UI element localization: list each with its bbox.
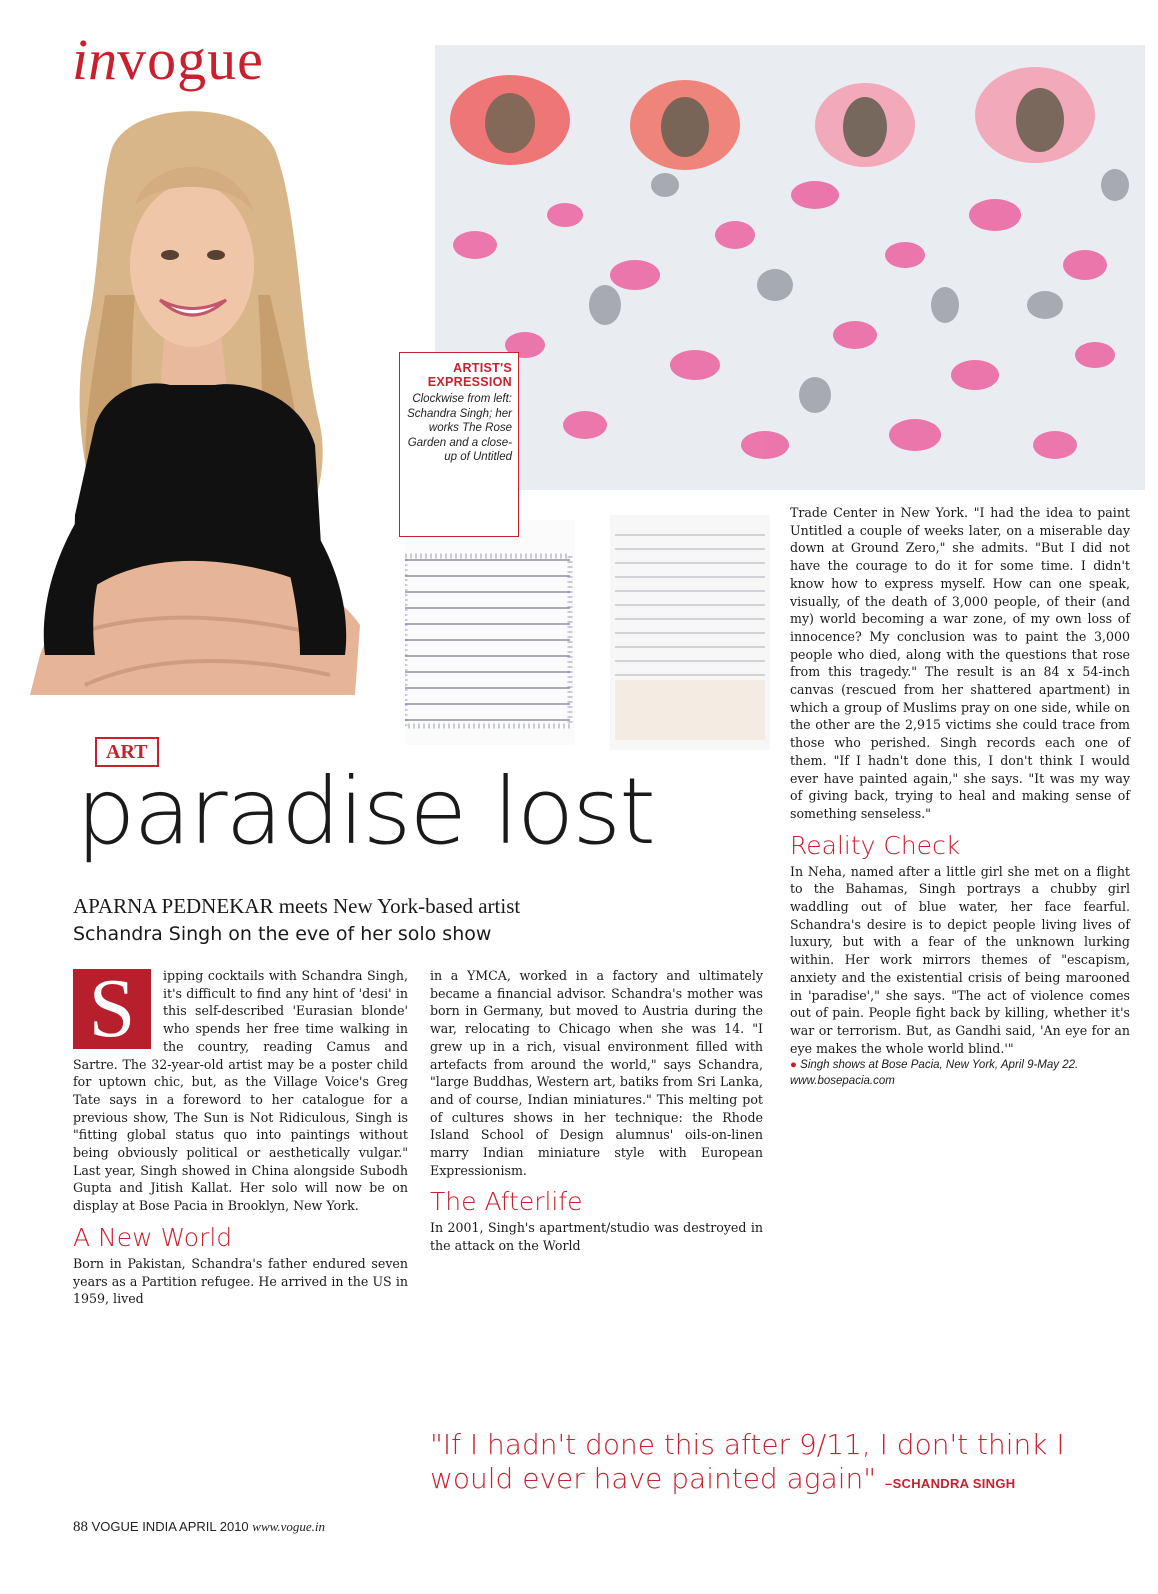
body-column-2 <box>430 967 763 1255</box>
show-credit <box>790 1057 1130 1089</box>
subhead-a-new-world: A New World <box>73 1222 233 1252</box>
section-tag: ART <box>95 737 159 767</box>
artwork-text-painting-left <box>405 520 575 745</box>
body-paragraph: In 2001, Singh's apartment/studio was destroyed in the attack on the World <box>430 1220 763 1254</box>
masthead-in: in <box>72 27 118 92</box>
drop-cap: S <box>73 969 151 1049</box>
article-headline: paradise lost <box>76 758 654 865</box>
pull-quote-attribution: –SCHANDRA SINGH <box>885 1476 1016 1491</box>
magazine-masthead <box>72 28 264 92</box>
body-paragraph: In Neha, named after a little girl she met on a flight to the Bahamas, Singh portrays a chubby girl waddling out of blue water, her face fearful. Schandra's desire is to depict people living lives of luxury, but with a fear of the unknown lurking within. Her work mirrors themes of "escapism, anxiety and the existential crisis of being marooned in 'paradise'," she says. "The act of violence comes out of pain. People fight back by killing, whether it's war or terrorism. But, as Gandhi said, 'An eye for an eye makes the whole world blind.'" <box>790 863 1130 1056</box>
standfirst <box>73 892 763 948</box>
rose-garden-painting <box>435 45 1145 490</box>
body-paragraph: Born in Pakistan, Schandra's father endured seven years as a Partition refugee. He arrived in the US in 1959, lived <box>73 1255 408 1307</box>
artwork-text-painting-right <box>610 515 770 750</box>
masthead-vogue: vogue <box>117 27 264 92</box>
show-credit-text: Singh shows at Bose Pacia, New York, April 9-May 22. www.bosepacia.com <box>790 1059 1079 1088</box>
pull-quote <box>430 1428 1130 1501</box>
issue-label: VOGUE INDIA APRIL 2010 <box>91 1519 249 1534</box>
artist-portrait-photo <box>0 95 390 730</box>
website-url: www.vogue.in <box>252 1519 325 1534</box>
body-paragraph: in a YMCA, worked in a factory and ultimately became a financial advisor. Schandra's mother was born in Germany, but moved to Austria during the war, relocating to Chicago when she was 14. "I grew up in a rich, visual environment filled with artefacts from around the world," says Schandra, "large Buddhas, Western art, batiks from Sri Lanka, and of course, Indian miniatures." This melting pot of cultures shows in her technique: the Rhode Island School of Design alumnus' oils-on-linen marry Indian miniature style with European Expressionism. <box>430 968 763 1178</box>
photo-caption-box <box>399 352 519 537</box>
standfirst-line-2: Schandra Singh on the eve of her solo show <box>73 923 492 945</box>
subhead-reality-check: Reality Check <box>790 830 961 860</box>
body-paragraph: Trade Center in New York. "I had the idea to paint Untitled a couple of weeks later, on a miserable day down at Ground Zero," she admits. "But I did not have the courage to do it for some time. I didn't know how to express myself. How can one speak, visually, of the death of 3,000 people, of their (and my) world becoming a war zone, of my own loss of innocence? My conclusion was to paint the 3,000 people who died, along with the questions that rose from this tragedy." The result is an 84 x 54-inch canvas (rescued from her shattered apartment) in which a group of Muslims pray on one side, while on the other are the 2,915 victims she could trace from those who perished. Singh records each one of them. "If I hadn't done this, I don't think I would ever have painted again," she says. "It was my way of giving back, trying to heal and making sense of something senseless." <box>790 505 1130 821</box>
caption-title: ARTIST'S EXPRESSION <box>427 361 512 389</box>
pull-quote-text: "If I hadn't done this after 9/11, I don't think I would ever have painted again" <box>430 1428 1065 1495</box>
page-folio <box>73 1519 325 1536</box>
page-number: 88 <box>73 1519 88 1535</box>
bullet-icon: ● <box>790 1059 801 1072</box>
standfirst-line-1: APARNA PEDNEKAR meets New York-based artist <box>73 894 521 918</box>
body-column-1 <box>73 962 408 1308</box>
caption-text: Clockwise from left: Schandra Singh; her works The Rose Garden and a close-up of Untitled <box>407 393 512 463</box>
body-column-3 <box>790 504 1130 1089</box>
body-paragraph: ipping cocktails with Schandra Singh, it's difficult to find any hint of 'desi' in this self-described 'Eurasian blonde' who spends her free time walking in the country, reading Camus and Sartre. The 32-year-old artist may be a poster child for uptown chic, but, as the Village Voice's Greg Tate says in a foreword to her catalogue for a previous show, The Sun is Not Ridiculous, Singh is "fitting global status quo into paintings without being obviously political or aesthetically vulgar." Last year, Singh showed in China alongside Subodh Gupta and Jitish Kallat. Her solo will now be on display at Bose Pacia in Brooklyn, New York. <box>73 968 408 1214</box>
subhead-the-afterlife: The Afterlife <box>430 1187 583 1217</box>
